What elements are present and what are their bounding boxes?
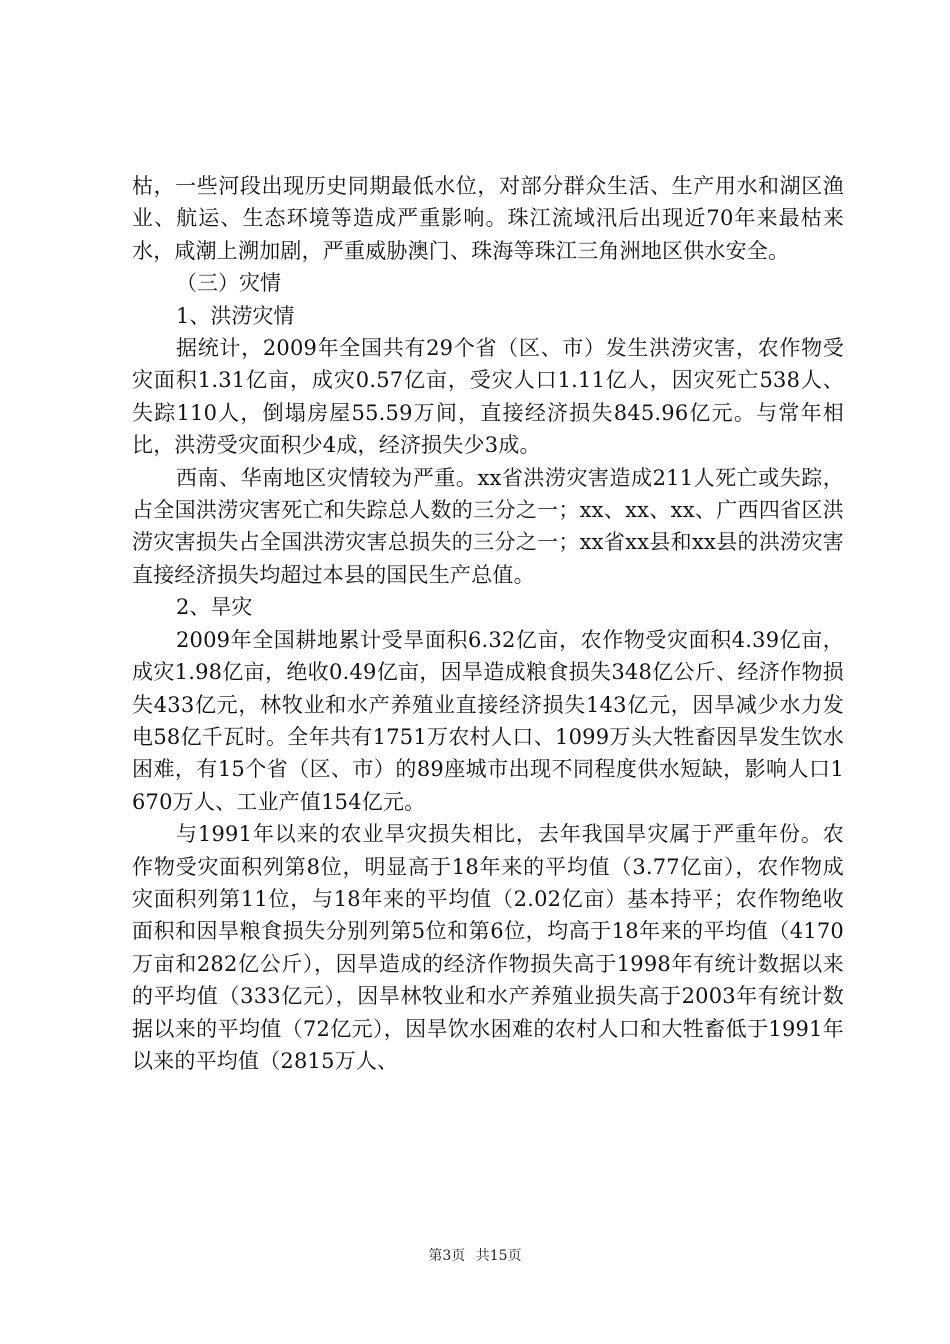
- page-number: 第3页: [428, 1248, 466, 1264]
- paragraph: 西南、华南地区灾情较为严重。xx省洪涝灾害造成211人死亡或失踪，占全国洪涝灾害死亡和失踪总人数的三分之一；xx、xx、xx、广西四省区洪涝灾害损失占全国洪涝灾害总损失的三分之一；xx省xx县和xx县的洪涝灾害直接经济损失均超过本县的国民生产总值。: [132, 465, 844, 587]
- page-total: 共15页: [475, 1248, 522, 1264]
- paragraph: 2009年全国耕地累计受旱面积6.32亿亩，农作物受灾面积4.39亿亩，成灾1.98亿亩，绝收0.49亿亩，因旱造成粮食损失348亿公斤、经济作物损失433亿元，林牧业和水产养殖业直接经济损失143亿元，因旱减少水力发电58亿千瓦时。全年共有1751万农村人口、1099万头大牲畜因旱发生饮水困难，有15个省（区、市）的89座城市出现不同程度供水短缺，影响人口1670万人、工业产值154亿元。: [132, 627, 844, 814]
- paragraph: 与1991年以来的农业旱灾损失相比，去年我国旱灾属于严重年份。农作物受灾面积列第8位，明显高于18年来的平均值（3.77亿亩），农作物成灾面积列第11位，与18年来的平均值（2.02亿亩）基本持平；农作物绝收面积和因旱粮食损失分别列第5位和第6位，均高于18年来的平均值（4170万亩和282亿公斤），因旱造成的经济作物损失高于1998年有统计数据以来的平均值（333亿元），因旱林牧业和水产养殖业损失高于2003年有统计数据以来的平均值（72亿元），因旱饮水困难的农村人口和大牲畜低于1991年以来的平均值（2815万人、: [132, 822, 844, 1073]
- section-heading: （三）灾情: [176, 271, 281, 296]
- paragraph: 枯，一些河段出现历史同期最低水位，对部分群众生活、生产用水和湖区渔业、航运、生态环境等造成严重影响。珠江流域汛后出现近70年来最枯来水，咸潮上溯加剧，严重威胁澳门、珠海等珠江三角洲地区供水安全。: [132, 174, 844, 263]
- subsection-heading: 2、旱灾: [176, 595, 253, 620]
- page-footer: [0, 1245, 950, 1265]
- document-body: [132, 170, 844, 1077]
- subsection-heading: 1、洪涝灾情: [176, 303, 295, 328]
- paragraph: 据统计，2009年全国共有29个省（区、市）发生洪涝灾害，农作物受灾面积1.31亿亩，成灾0.57亿亩，受灾人口1.11亿人，因灾死亡538人、失踪110人，倒塌房屋55.59万间，直接经济损失845.96亿元。与常年相比，洪涝受灾面积少4成，经济损失少3成。: [132, 336, 844, 458]
